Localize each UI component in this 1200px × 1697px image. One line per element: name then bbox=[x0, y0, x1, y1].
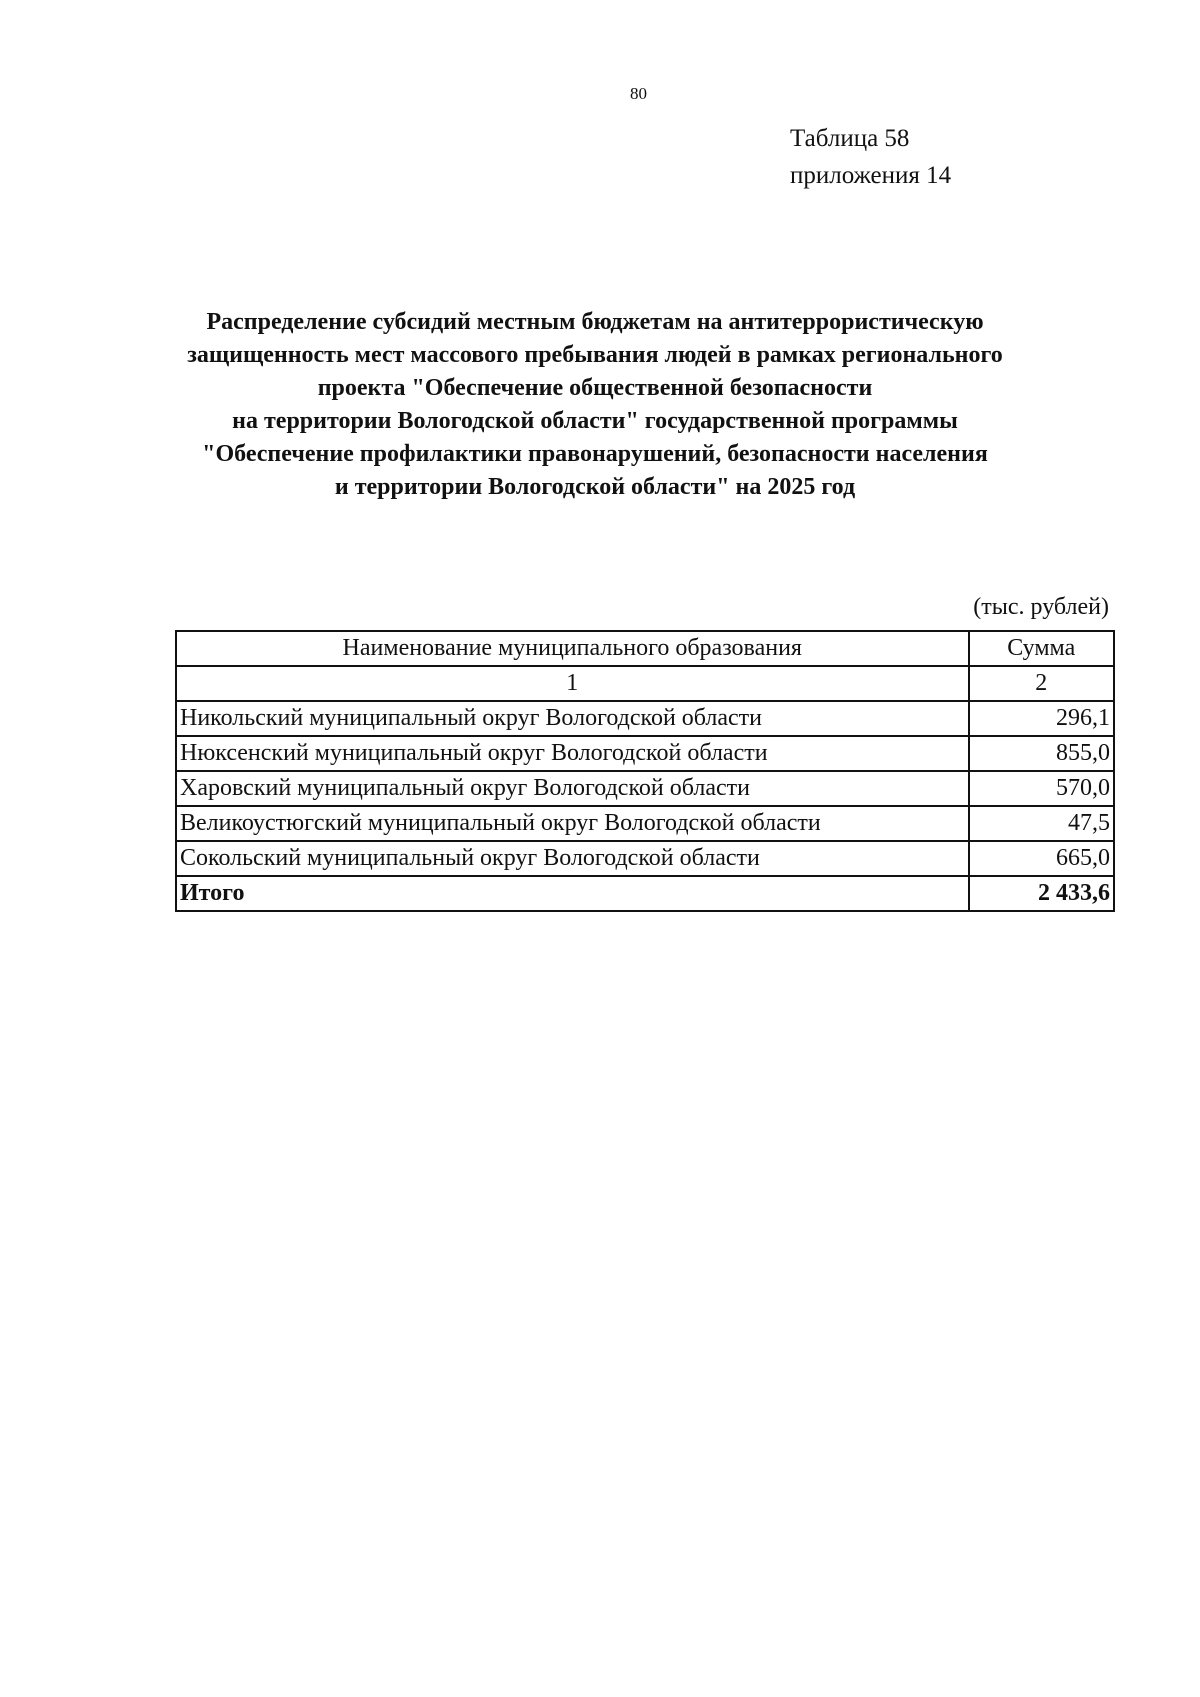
title-line: защищенность мест массового пребывания людей в рамках регионального bbox=[187, 342, 1003, 368]
page-number: 80 bbox=[630, 84, 647, 103]
row-sum: 47,5 bbox=[969, 806, 1115, 841]
total-row bbox=[176, 876, 1114, 911]
table-row bbox=[176, 701, 1114, 736]
row-sum: 665,0 bbox=[969, 841, 1115, 876]
column-number-1: 1 bbox=[176, 666, 969, 701]
table-row bbox=[176, 736, 1114, 771]
title-line: "Обеспечение профилактики правонарушений, безопасности населения bbox=[202, 441, 988, 467]
table-header-row bbox=[176, 631, 1114, 666]
row-sum: 570,0 bbox=[969, 771, 1115, 806]
column-number-row bbox=[176, 666, 1114, 701]
table-row bbox=[176, 771, 1114, 806]
title-line: на территории Вологодской области" государственной программы bbox=[232, 408, 958, 434]
title-line: проекта "Обеспечение общественной безопасности bbox=[317, 375, 873, 401]
table-row bbox=[176, 841, 1114, 876]
total-sum: 2 433,6 bbox=[969, 876, 1115, 911]
row-name: Великоустюгский муниципальный округ Вологодской области bbox=[176, 806, 969, 841]
subsidy-table bbox=[175, 630, 1115, 912]
row-sum: 855,0 bbox=[969, 736, 1115, 771]
column-number-2: 2 bbox=[969, 666, 1115, 701]
row-name: Харовский муниципальный округ Вологодской области bbox=[176, 771, 969, 806]
row-name: Никольский муниципальный округ Вологодской области bbox=[176, 701, 969, 736]
units-label: (тыс. рублей) bbox=[973, 594, 1109, 620]
row-name: Сокольский муниципальный округ Вологодской области bbox=[176, 841, 969, 876]
table-reference-line1: Таблица 58 bbox=[790, 125, 910, 152]
header-sum: Сумма bbox=[969, 631, 1115, 666]
table-reference-line2: приложения 14 bbox=[790, 162, 952, 189]
row-name: Нюксенский муниципальный округ Вологодской области bbox=[176, 736, 969, 771]
row-sum: 296,1 bbox=[969, 701, 1115, 736]
header-name: Наименование муниципального образования bbox=[176, 631, 969, 666]
document-title bbox=[150, 306, 1040, 504]
title-line: Распределение субсидий местным бюджетам на антитеррористическую bbox=[206, 309, 984, 335]
total-label: Итого bbox=[176, 876, 969, 911]
table-row bbox=[176, 806, 1114, 841]
title-line: и территории Вологодской области" на 2025 год bbox=[334, 474, 856, 500]
table-reference bbox=[790, 120, 951, 194]
